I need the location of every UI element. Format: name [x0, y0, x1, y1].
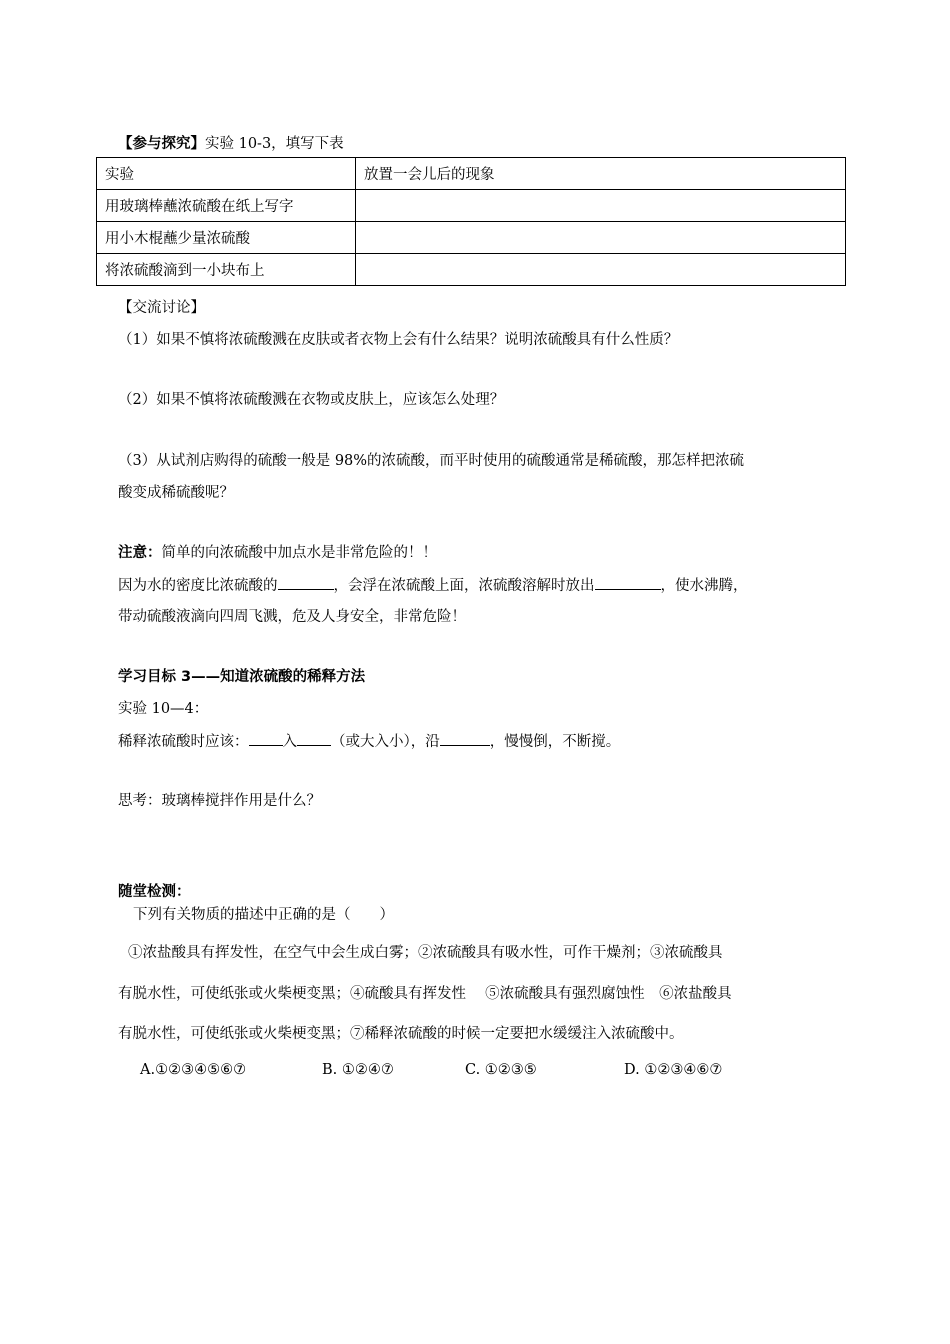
section-heading: [118, 134, 344, 154]
dilution-method-line: [118, 731, 620, 752]
discussion-question-1: （1）如果不慎将浓硫酸溅在皮肤或者衣物上会有什么结果？说明浓硫酸具有什么性质？: [118, 332, 679, 348]
goal-title: 学习目标 3——知道浓硫酸的稀释方法: [118, 669, 366, 685]
notice-text-part: 因为水的密度比浓硫酸的: [118, 578, 278, 594]
dilute-text-part: 稀释浓硫酸时应该：: [118, 734, 249, 750]
notice-explanation-line: [118, 575, 748, 596]
table-cell: 将浓硫酸滴到一小块布上: [97, 254, 356, 286]
table-row: [97, 222, 846, 254]
option-a[interactable]: A.①②③④⑤⑥⑦: [140, 1062, 247, 1078]
experiment-table: [96, 157, 846, 286]
table-cell-empty: [356, 222, 846, 254]
notice-line: [118, 543, 437, 563]
quiz-statements-line1: ①浓盐酸具有挥发性，在空气中会生成白雾；②浓硫酸具有吸水性，可作干燥剂；③浓硫酸具: [128, 945, 723, 961]
table-header-cell: 实验: [97, 158, 356, 190]
dilute-text-part: （或大入小），沿: [331, 734, 440, 750]
fill-blank[interactable]: [297, 731, 331, 746]
option-c[interactable]: C. ①②③⑤: [465, 1062, 537, 1078]
table-header-row: [97, 158, 846, 190]
fill-blank[interactable]: [249, 731, 283, 746]
fill-blank[interactable]: [595, 575, 661, 590]
experiment-label: 实验 10—4：: [118, 701, 209, 717]
table-row: [97, 254, 846, 286]
quiz-statements-line2: 有脱水性，可使纸张或火柴梗变黑；④硫酸具有挥发性 ⑤浓硫酸具有强烈腐蚀性 ⑥浓盐酸具: [118, 986, 732, 1002]
think-question: 思考：玻璃棒搅拌作用是什么？: [118, 793, 321, 809]
option-b[interactable]: B. ①②④⑦: [322, 1062, 394, 1078]
option-d[interactable]: D. ①②③④⑥⑦: [624, 1062, 723, 1078]
table-cell-empty: [356, 254, 846, 286]
notice-text: 简单的向浓硫酸中加点水是非常危险的！！: [161, 545, 437, 561]
notice-text-part: ，使水沸腾，: [660, 578, 748, 594]
table-header-cell: 放置一会儿后的现象: [356, 158, 846, 190]
discussion-question-3-line2: 酸变成稀硫酸呢？: [118, 485, 234, 501]
fill-blank[interactable]: [278, 575, 334, 590]
discussion-title: 【交流讨论】: [118, 300, 205, 316]
table-row: [97, 190, 846, 222]
notice-text-part: ，会浮在浓硫酸上面，浓硫酸溶解时放出: [333, 578, 595, 594]
notice-warning-line: 带动硫酸液滴向四周飞溅，危及人身安全，非常危险！: [118, 609, 466, 625]
notice-label: 注意：: [118, 545, 162, 561]
quiz-question: 下列有关物质的描述中正确的是（ ）: [133, 907, 394, 923]
dilute-text-part: ，慢慢倒，不断搅。: [489, 734, 621, 750]
table-cell: 用小木棍蘸少量浓硫酸: [97, 222, 356, 254]
quiz-title: 随堂检测：: [118, 884, 191, 900]
discussion-question-2: （2）如果不慎将浓硫酸溅在衣物或皮肤上，应该怎么处理？: [118, 392, 505, 408]
section-text: 实验 10-3，填写下表: [205, 136, 344, 152]
table-cell: 用玻璃棒蘸浓硫酸在纸上写字: [97, 190, 356, 222]
quiz-statements-line3: 有脱水性，可使纸张或火柴梗变黑；⑦稀释浓硫酸的时候一定要把水缓缓注入浓硫酸中。: [118, 1026, 684, 1042]
dilute-text-part: 入: [282, 734, 297, 750]
fill-blank[interactable]: [440, 731, 490, 746]
discussion-question-3-line1: （3）从试剂店购得的硫酸一般是 98%的浓硫酸，而平时使用的硫酸通常是稀硫酸，那怎样把浓硫: [118, 453, 745, 469]
section-tag: 【参与探究】: [118, 136, 205, 152]
table-cell-empty: [356, 190, 846, 222]
